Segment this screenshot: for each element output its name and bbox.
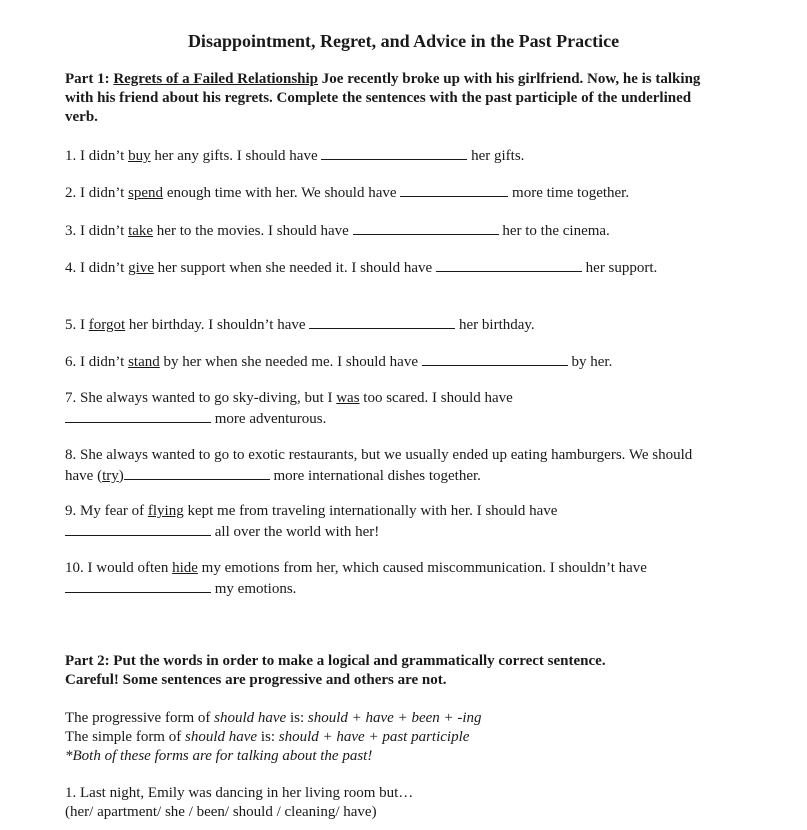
part1-heading bbox=[65, 70, 725, 127]
question-5 bbox=[65, 314, 735, 335]
underlined-verb: give bbox=[128, 260, 154, 276]
answer-blank[interactable] bbox=[309, 314, 455, 329]
part2-heading-line2: Careful! Some sentences are progressive and others are not. bbox=[65, 672, 447, 688]
question-4 bbox=[65, 257, 735, 278]
question-text: I bbox=[80, 317, 89, 333]
question-number: 6. bbox=[65, 354, 77, 370]
part2-heading bbox=[65, 652, 745, 690]
part2-exercise-1 bbox=[65, 784, 745, 822]
question-text: I would often bbox=[87, 560, 173, 576]
question-text: her any gifts. I should have bbox=[150, 148, 322, 164]
question-text: my emotions from her, which caused miscommunication. I shouldn’t have bbox=[197, 560, 647, 576]
question-text: more time together. bbox=[508, 185, 630, 201]
question-number: 3. bbox=[65, 223, 77, 239]
underlined-verb: was bbox=[336, 390, 360, 406]
question-number: 7. bbox=[65, 390, 77, 406]
question-text: her to the cinema. bbox=[498, 223, 610, 239]
question-text: I didn’t bbox=[80, 223, 129, 239]
note-formula: should + have + past participle bbox=[278, 729, 470, 745]
question-7 bbox=[65, 389, 545, 429]
exercise-prompt: 1. Last night, Emily was dancing in her living room but… bbox=[65, 785, 414, 801]
question-text: her birthday. I shouldn’t have bbox=[125, 317, 310, 333]
answer-blank[interactable] bbox=[400, 182, 508, 197]
question-text: all over the world with her! bbox=[211, 524, 380, 540]
answer-blank[interactable] bbox=[436, 257, 582, 272]
question-text: I didn’t bbox=[80, 260, 129, 276]
answer-blank[interactable] bbox=[124, 465, 270, 480]
part1-instructions: Joe recently broke up with his girlfriend. Now, he is talking with his friend about his regrets. Complete the sentences with the past participle of the underlined verb. bbox=[65, 71, 701, 125]
underlined-verb: take bbox=[128, 223, 154, 239]
question-number: 2. bbox=[65, 185, 77, 201]
question-text: I didn’t bbox=[80, 185, 129, 201]
note-text: *Both of these forms are for talking about the past! bbox=[65, 748, 373, 764]
note-term: should have bbox=[214, 710, 287, 726]
question-text: her to the movies. I should have bbox=[153, 223, 353, 239]
underlined-verb: try bbox=[102, 468, 119, 484]
question-text: kept me from traveling internationally with her. I should have bbox=[183, 503, 558, 519]
question-text: her gifts. bbox=[467, 148, 525, 164]
question-2 bbox=[65, 182, 735, 203]
question-text: I didn’t bbox=[80, 148, 129, 164]
note-text: The progressive form of bbox=[65, 710, 215, 726]
question-text: too scared. I should have bbox=[359, 390, 513, 406]
question-number: 10. bbox=[65, 560, 84, 576]
underlined-verb: forgot bbox=[88, 317, 126, 333]
note-text: is: bbox=[257, 729, 279, 745]
part2-heading-line1: Part 2: Put the words in order to make a logical and grammatically correct sentence. bbox=[65, 653, 606, 669]
question-text: my emotions. bbox=[211, 581, 297, 597]
underlined-verb: buy bbox=[128, 148, 151, 164]
progressive-form-note bbox=[65, 709, 745, 728]
question-6 bbox=[65, 351, 735, 372]
note-text: is: bbox=[286, 710, 308, 726]
question-text: by her. bbox=[567, 354, 613, 370]
question-text: She always wanted to go to exotic restaurants, but we usually ended up eating hamburgers. We should have ( bbox=[65, 447, 693, 484]
underlined-verb: flying bbox=[147, 503, 184, 519]
question-number: 1. bbox=[65, 148, 77, 164]
exercise-words: (her/ apartment/ she / been/ should / cleaning/ have) bbox=[65, 804, 377, 820]
question-9 bbox=[65, 502, 645, 542]
answer-blank[interactable] bbox=[353, 220, 499, 235]
question-3 bbox=[65, 220, 735, 241]
question-8 bbox=[65, 446, 705, 486]
answer-blank[interactable] bbox=[65, 578, 211, 593]
question-text: I didn’t bbox=[80, 354, 129, 370]
note-term: should have bbox=[184, 729, 258, 745]
note-text: The simple form of bbox=[65, 729, 185, 745]
underlined-verb: stand bbox=[128, 354, 160, 370]
note-formula: should + have + been + -ing bbox=[307, 710, 482, 726]
question-number: 9. bbox=[65, 503, 77, 519]
question-number: 5. bbox=[65, 317, 77, 333]
question-text: My fear of bbox=[80, 503, 148, 519]
question-1 bbox=[65, 145, 735, 166]
page-title: Disappointment, Regret, and Advice in the Past Practice bbox=[187, 31, 620, 51]
simple-form-note bbox=[65, 728, 745, 747]
question-text: her birthday. bbox=[455, 317, 535, 333]
answer-blank[interactable] bbox=[65, 408, 211, 423]
question-text: more adventurous. bbox=[211, 411, 327, 427]
question-text: her support when she needed it. I should have bbox=[153, 260, 436, 276]
part1-topic: Regrets of a Failed Relationship bbox=[113, 71, 319, 87]
question-text: by her when she needed me. I should have bbox=[159, 354, 422, 370]
question-text: She always wanted to go sky-diving, but I bbox=[80, 390, 337, 406]
underlined-verb: spend bbox=[128, 185, 164, 201]
part1-label: Part 1: bbox=[65, 71, 110, 87]
question-text: her support. bbox=[581, 260, 658, 276]
past-note bbox=[65, 747, 745, 766]
answer-blank[interactable] bbox=[321, 145, 467, 160]
question-text: more international dishes together. bbox=[269, 468, 481, 484]
answer-blank[interactable] bbox=[422, 351, 568, 366]
question-text: enough time with her. We should have bbox=[163, 185, 401, 201]
underlined-verb: hide bbox=[172, 560, 198, 576]
question-number: 4. bbox=[65, 260, 77, 276]
answer-blank[interactable] bbox=[65, 521, 211, 536]
question-number: 8. bbox=[65, 447, 77, 463]
grammar-notes bbox=[65, 709, 745, 766]
question-10 bbox=[65, 559, 705, 599]
question-text: ) bbox=[118, 468, 124, 484]
